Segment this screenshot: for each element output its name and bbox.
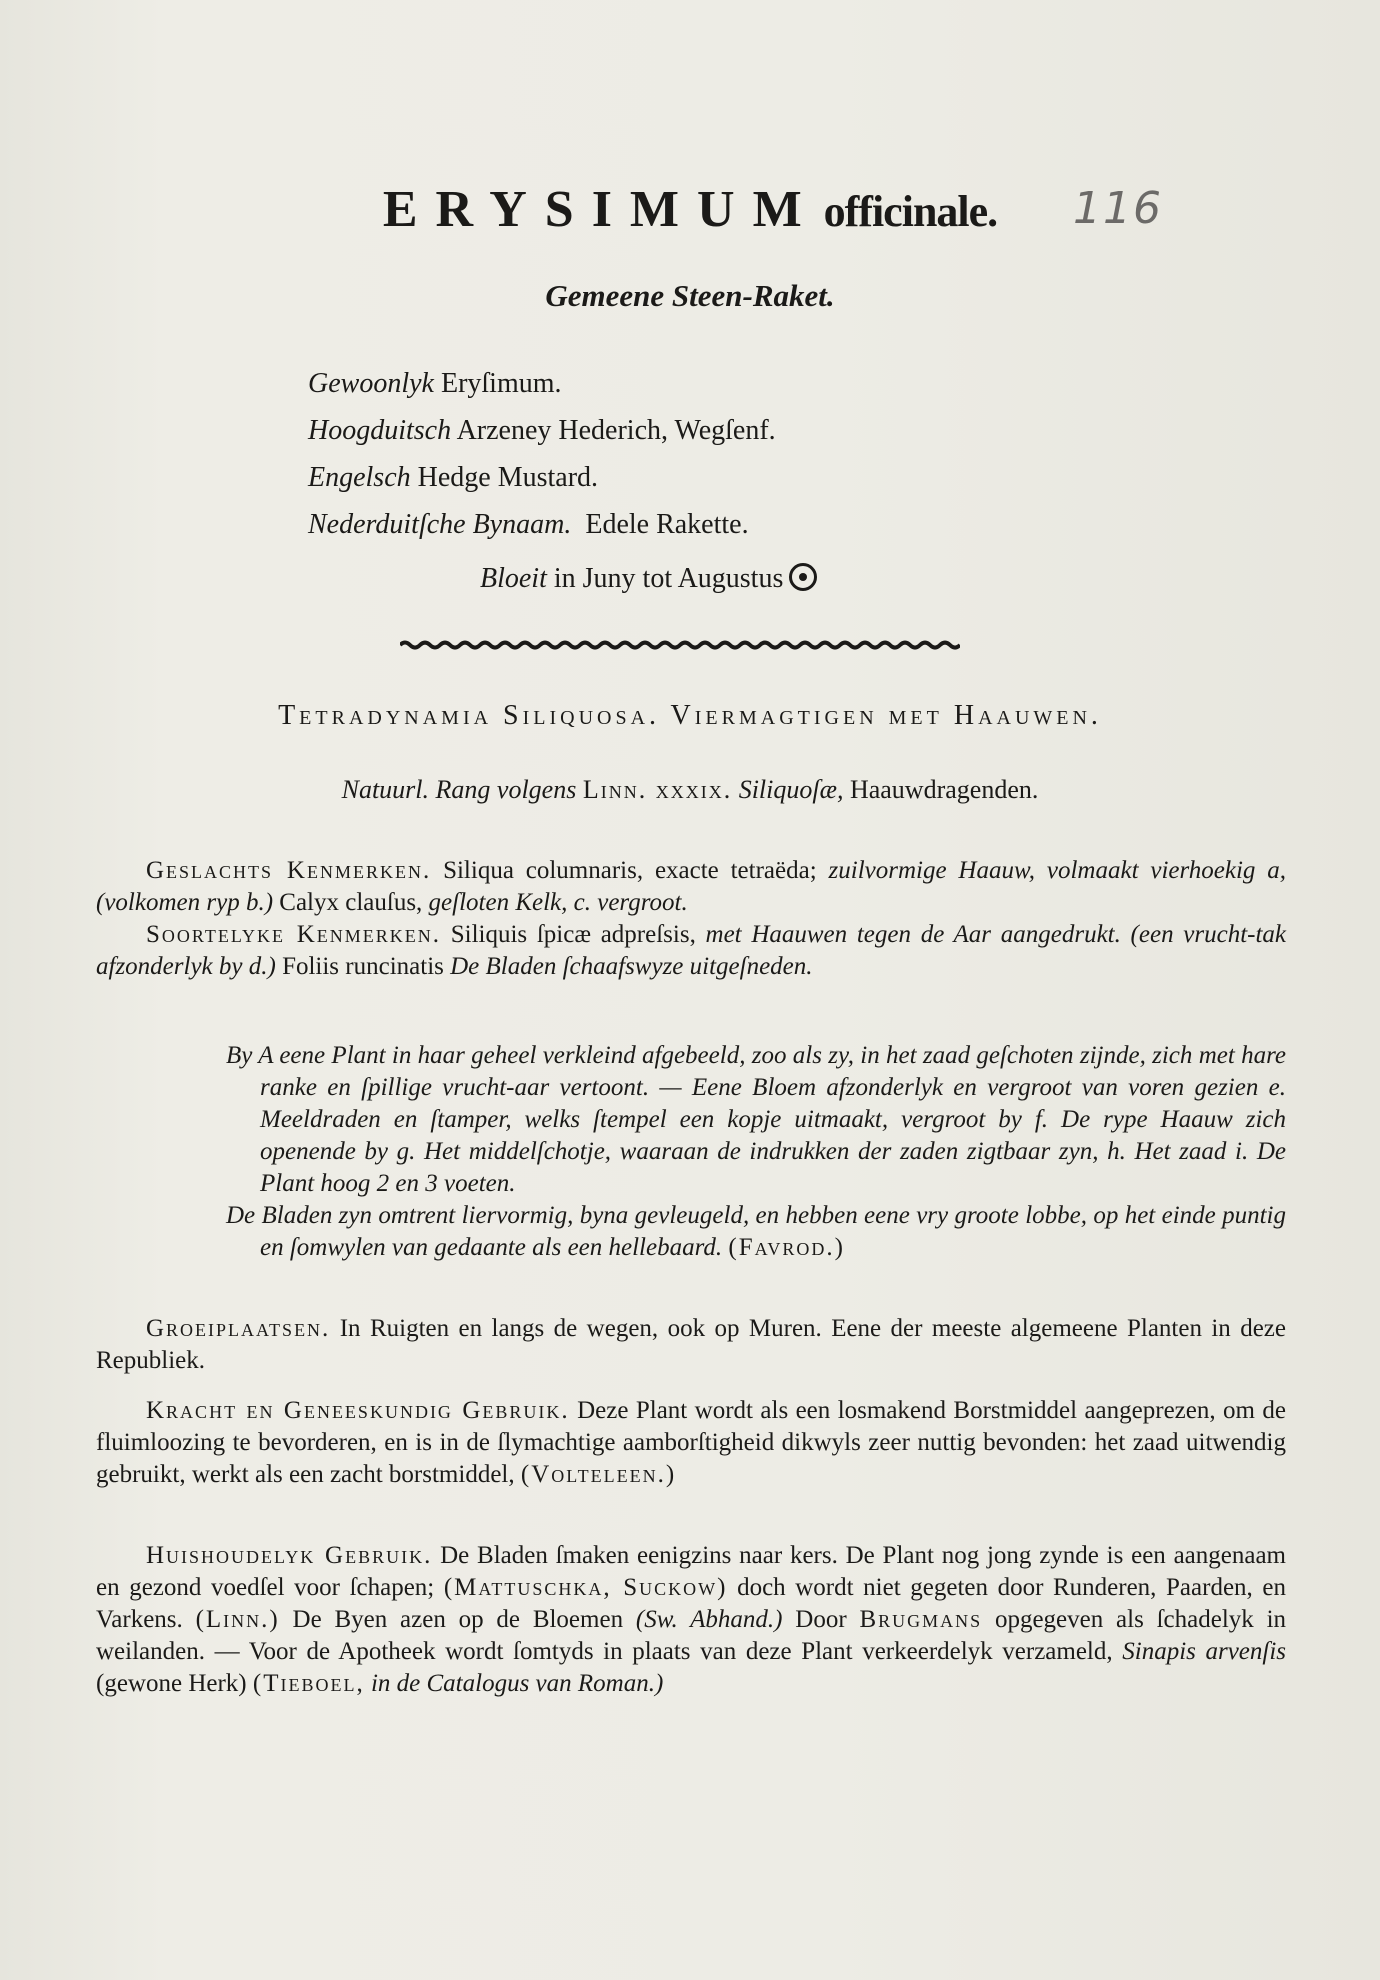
common-name: Gemeene Steen-Raket. (545, 278, 835, 313)
figure-description: By A eene Plant in haar geheel verkleind afgebeeld, zoo als zy, in het zaad geſchoten zijnde, zich met hare ranke en ſpillige vrucht-aar vertoont. — Eene Bloem afzonderlyk en vergroot van voren gezien e. Meeldraden en ſtamper, welks ſtempel een kopje uitmaakt, vergroot by f. De rype Haauw zich openende by g. Het middelſchotje, waaraan de indrukken der zaden zigtbaar zyn, h. Het zaad i. De Plant hoog 2 en 3 voeten. (226, 1042, 1286, 1197)
species-name: officinale. (823, 187, 998, 236)
name-row: Engelsch Hedge Mustard. (308, 462, 599, 493)
species-characters: Soortelyke Kenmerken. Siliquis ſpicæ adpreſsis, met Haauwen tegen de Aar aangedrukt. (een vrucht-tak afzonderlyk by d.) Foliis runcinatis De Bladen ſchaafswyze uitgeſneden. (96, 921, 1287, 980)
leaf-description: De Bladen zyn omtrent liervormig, byna gevleugeld, en hebben eene vry groote lobbe, op het einde puntig en ſomwylen van gedaante als een hellebaard. (Favrod.) (226, 1202, 1286, 1261)
characters-section (96, 855, 1286, 983)
name-row: Hoogduitsch Arzeney Hederich, Wegſenf. (308, 415, 776, 446)
name-row: Gewoonlyk Eryſimum. (308, 368, 562, 399)
vernacular-names (308, 360, 776, 548)
groeiplaatsen-section: Groeiplaatsen. In Ruigten en langs de wegen, ook op Muren. Eene der meeste algemeene Planten in deze Republiek. (96, 1315, 1286, 1374)
page-number-annotation: 116 (1073, 183, 1163, 234)
kracht-section: Kracht en Geneeskundig Gebruik. Deze Plant wordt als een losmakend Borstmiddel aangeprezen, om de fluimloozing te bevorderen, en is in de ſlymachtige aamborſtigheid dikwyls zeer nuttig bevonden: het zaad uitwendig gebruikt, werkt als een zacht borstmiddel, (Volteleen.) (96, 1397, 1286, 1488)
title (0, 180, 1380, 239)
flowering-period: Bloeit in Juny tot Augustus (480, 563, 817, 595)
decorative-rule (400, 638, 960, 652)
genus-characters: Geslachts Kenmerken. Siliqua columnaris, exacte tetraëda; zuilvormige Haauw, volmaakt vierhoekig a, (volkomen ryp b.) Calyx clauſus, geſloten Kelk, c. vergroot. (96, 857, 1287, 916)
genus-name: ERYSIMUM (382, 181, 820, 238)
name-row: Nederduitſche Bynaam. Edele Rakette. (308, 509, 749, 540)
figure-notes (226, 1040, 1286, 1264)
linnaean-class: Tetradynamia Siliquosa. Viermagtigen met Haauwen. (278, 700, 1102, 731)
perennial-symbol-icon (789, 563, 817, 591)
natural-rank: Natuurl. Rang volgens Linn. xxxix. Siliquoſæ, Haauwdragenden. (341, 775, 1039, 804)
huishoudelyk-section: Huishoudelyk Gebruik. De Bladen ſmaken eenigzins naar kers. De Plant nog jong zynde is een aangenaam en gezond voedſel voor ſchapen; (Mattuschka, Suckow) doch wordt niet gegeten door Runderen, Paarden, en Varkens. (Linn.) De Byen azen op de Bloemen (Sw. Abhand.) Door Brugmans opgegeven als ſchadelyk in weilanden. — Voor de Apotheek wordt ſomtyds in plaats van deze Plant verkeerdelyk verzameld, Sinapis arvenſis (gewone Herk) (Tieboel, in de Catalogus van Roman.) (96, 1542, 1287, 1697)
